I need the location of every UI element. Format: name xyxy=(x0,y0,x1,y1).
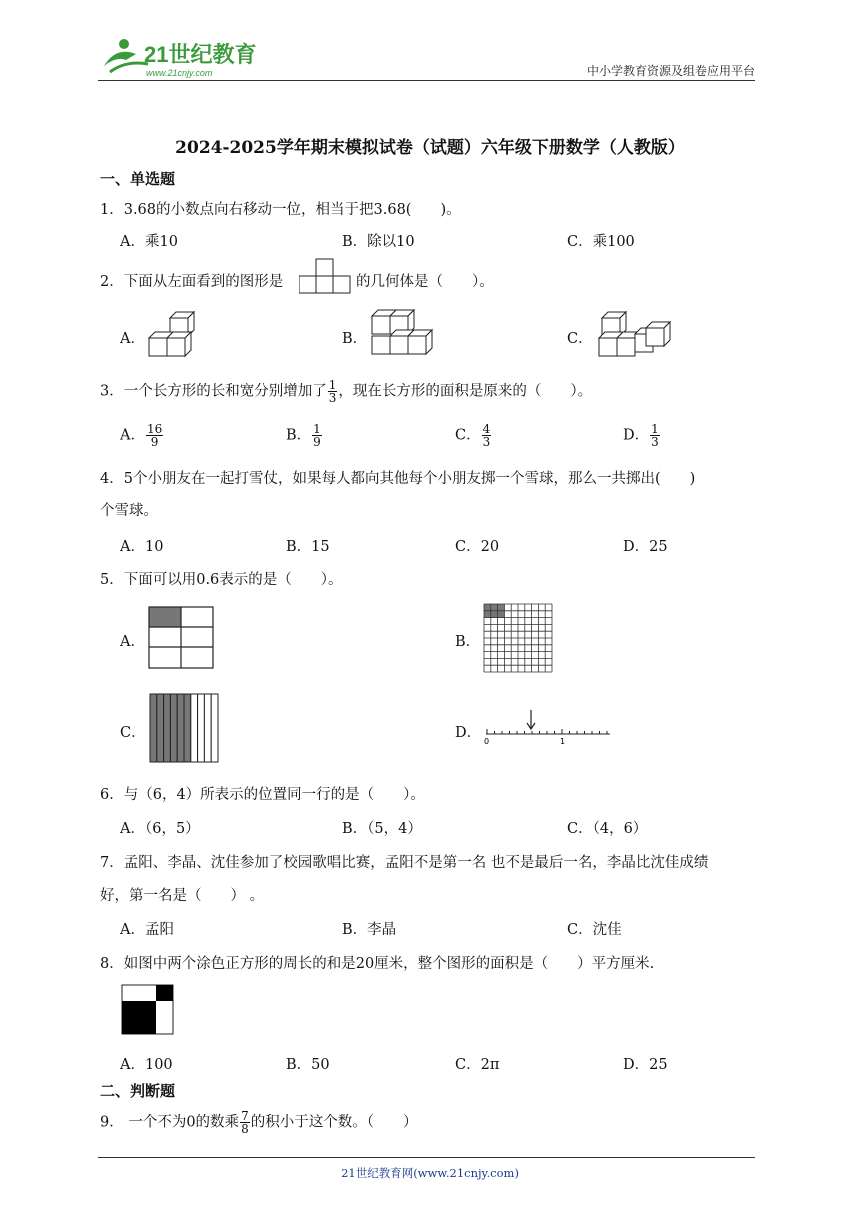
shaded-strip xyxy=(170,694,177,762)
q8-squares-figure xyxy=(121,984,175,1036)
shaded-strip xyxy=(177,694,184,762)
q1-option-a: A．乘10 xyxy=(120,234,178,250)
section-single-choice: 一、单选题 xyxy=(100,170,176,188)
blank-strip xyxy=(204,694,211,762)
footer-divider xyxy=(98,1157,755,1158)
q3-c-numerator: 4 xyxy=(482,422,491,436)
q5-option-c-strips xyxy=(148,692,220,764)
q9-fraction-denominator: 8 xyxy=(241,1122,249,1136)
q7-option-a: A．孟阳 xyxy=(120,922,174,938)
down-arrow-icon xyxy=(527,710,535,729)
q5-option-c: C． xyxy=(120,725,146,741)
q2-stem-part1: 2．下面从左面看到的图形是 xyxy=(100,274,284,290)
q6-option-b: B．（5，4） xyxy=(342,821,422,837)
q2-left-view-figure xyxy=(299,258,353,296)
q8-option-a: A．100 xyxy=(120,1057,173,1073)
shaded-strip xyxy=(150,694,157,762)
q6-option-a: A．（6，5） xyxy=(120,821,200,837)
q8-option-c: C．2π xyxy=(455,1057,500,1073)
footer-link[interactable]: 21世纪教育网(www.21cnjy.com) xyxy=(341,1166,519,1180)
q9-fraction xyxy=(240,1110,250,1135)
q3-b-denominator: 9 xyxy=(313,435,321,449)
q4-option-a: A．10 xyxy=(120,539,164,555)
q3-a-numerator: 16 xyxy=(146,422,163,436)
q8-option-b: B．50 xyxy=(286,1057,330,1073)
q9-fraction-numerator: 7 xyxy=(241,1109,249,1123)
q4-option-d: D．25 xyxy=(623,539,668,555)
q3-option-a xyxy=(120,423,164,448)
q3-option-b xyxy=(286,423,323,448)
q4-stem-line1: 4．5个小朋友在一起打雪仗，如果每人都向其他每个小朋友掷一个雪球，那么一共掷出( ) xyxy=(100,471,696,487)
q3-option-d xyxy=(623,423,661,448)
q3-stem-part1: 3．一个长方形的长和宽分别增加了 xyxy=(100,383,327,400)
q2-stem-part2: 的几何体是（ ）。 xyxy=(356,274,494,290)
q7-stem-line1: 7．孟阳、李晶、沈佳参加了校园歌唱比赛，孟阳不是第一名 也不是最后一名，李晶比沈佳成绩 xyxy=(100,855,709,871)
q3-option-c-fraction xyxy=(482,423,492,448)
logo-text: 21世纪教育 xyxy=(144,42,257,67)
q3-a-denominator: 9 xyxy=(150,435,159,449)
q1-option-b: B．除以10 xyxy=(342,234,415,250)
q2-option-a-cubes xyxy=(146,306,198,360)
shaded-cell xyxy=(498,604,505,611)
q3-option-a-fraction xyxy=(146,423,163,448)
q2-option-b: B． xyxy=(342,331,368,347)
q5-option-d: D． xyxy=(455,725,482,741)
blank-strip xyxy=(211,694,218,762)
q8-option-d: D．25 xyxy=(623,1057,668,1073)
platform-label: 中小学教育资源及组卷应用平台 xyxy=(586,64,755,78)
q3-stem xyxy=(100,379,592,404)
shaded-cell xyxy=(484,604,491,611)
q9-stem-part2: 的积小于这个数。（ ） xyxy=(250,1114,418,1131)
q3-option-b-fraction xyxy=(312,423,322,448)
q3-option-a-label: A． xyxy=(120,427,145,444)
number-line-tick-0: 0 xyxy=(484,737,490,746)
q3-option-c-label: C． xyxy=(455,427,481,444)
q7-stem-line2: 好，第一名是（ ） 。 xyxy=(100,888,265,904)
q8-stem: 8．如图中两个涂色正方形的周长的和是20厘米，整个图形的面积是（ ）平方厘米. xyxy=(100,956,655,972)
q4-stem-line2: 个雪球。 xyxy=(100,503,158,519)
q7-option-b: B．李晶 xyxy=(342,922,397,938)
q1-option-c: C．乘100 xyxy=(567,234,635,250)
q1-stem: 1．3.68的小数点向右移动一位，相当于把3.68( )。 xyxy=(100,202,461,218)
blank-strip xyxy=(191,694,198,762)
header-divider xyxy=(98,80,755,81)
q2-option-a: A． xyxy=(120,331,145,347)
shaded-strip xyxy=(164,694,171,762)
logo-url: www.21cnjy.com xyxy=(146,68,213,78)
q5-stem: 5．下面可以用0.6表示的是（ ）。 xyxy=(100,572,343,588)
q4-option-b: B．15 xyxy=(286,539,330,555)
shaded-cell xyxy=(484,611,491,618)
shaded-cell xyxy=(491,611,498,618)
shaded-strip xyxy=(157,694,164,762)
q9-stem-part1: 9． 一个不为0的数乘 xyxy=(100,1114,240,1131)
q5-option-a: A． xyxy=(120,634,145,650)
q3-b-numerator: 1 xyxy=(313,422,321,436)
number-line-tick-1: 1 xyxy=(560,737,566,746)
q3-d-denominator: 3 xyxy=(651,435,659,449)
q3-option-d-label: D． xyxy=(623,427,650,444)
blank-strip xyxy=(198,694,205,762)
shaded-cell xyxy=(498,611,505,618)
q3-option-b-label: B． xyxy=(286,427,312,444)
q2-option-b-cubes xyxy=(368,306,434,360)
q5-option-d-number-line xyxy=(482,708,612,748)
q9-stem xyxy=(100,1110,417,1135)
shaded-strip xyxy=(184,694,191,762)
q4-option-c: C．20 xyxy=(455,539,500,555)
site-logo xyxy=(96,36,266,80)
q6-option-c: C．（4，6） xyxy=(567,821,648,837)
q3-c-denominator: 3 xyxy=(482,435,491,449)
shaded-cell xyxy=(491,604,498,611)
q3-stem-part2: ，现在长方形的面积是原来的（ ）。 xyxy=(338,383,593,400)
section-true-false: 二、判断题 xyxy=(100,1082,176,1100)
q3-option-d-fraction xyxy=(650,423,660,448)
q5-option-a-grid xyxy=(148,606,216,670)
q7-option-c: C．沈佳 xyxy=(567,922,622,938)
q5-option-b-hundred-grid xyxy=(482,602,554,674)
page-title: 2024-2025学年期末模拟试卷（试题）六年级下册数学（人教版） xyxy=(175,138,685,158)
q2-option-c: C． xyxy=(567,331,593,347)
q3-d-numerator: 1 xyxy=(651,422,659,436)
q3-fraction-denominator: 3 xyxy=(328,391,337,405)
q6-stem: 6．与（6，4）所表示的位置同一行的是（ ）。 xyxy=(100,787,425,803)
q2-option-c-cubes xyxy=(596,306,672,360)
q3-fraction xyxy=(328,379,338,404)
q5-option-b: B． xyxy=(455,634,481,650)
q3-fraction-numerator: 1 xyxy=(328,378,337,392)
q3-option-c xyxy=(455,423,492,448)
